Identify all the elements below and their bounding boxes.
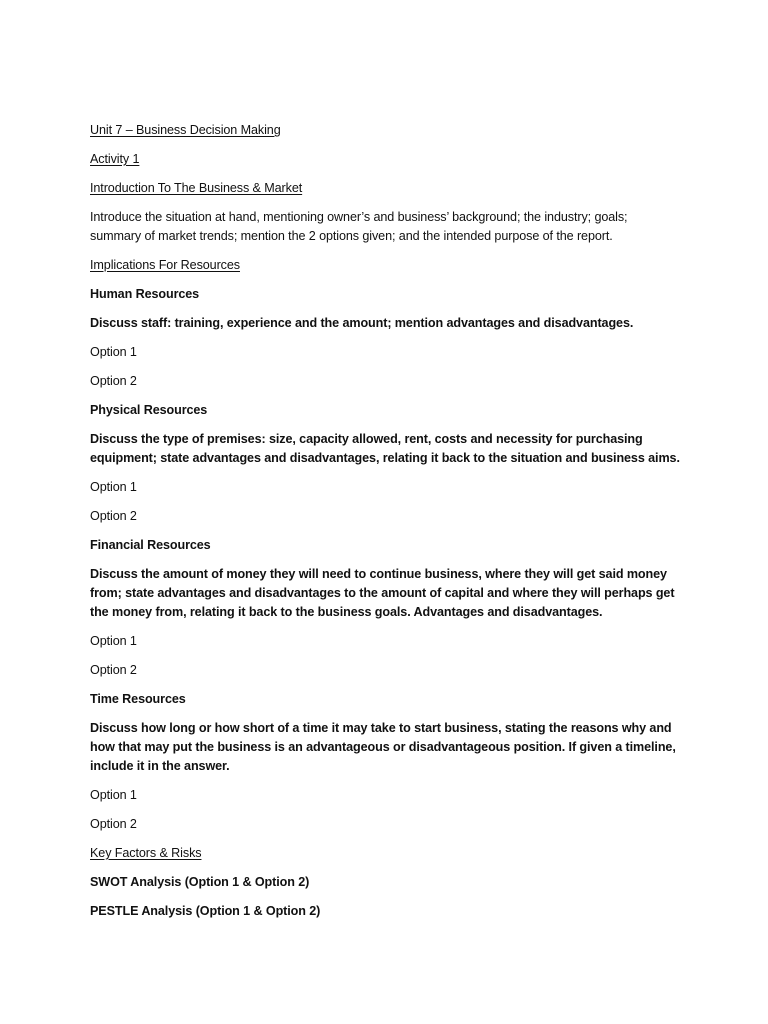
document-body bbox=[90, 121, 690, 931]
physical-resources-heading: Physical Resources bbox=[90, 403, 208, 417]
human-resources-discussion bbox=[90, 314, 690, 333]
unit-title: Unit 7 – Business Decision Making bbox=[90, 123, 281, 137]
financial-resources-discussion bbox=[90, 565, 690, 622]
intro-line-1: Introduce the situation at hand, mentioning owner’s and business’ background; the industry; goals; bbox=[90, 210, 628, 224]
time-resources-discussion bbox=[90, 719, 690, 776]
time-discussion-line-1: Discuss how long or how short of a time it may take to start business, stating the reasons why and bbox=[90, 721, 672, 735]
physical-discussion-line-1: Discuss the type of premises: size, capacity allowed, rent, costs and necessity for purchasing bbox=[90, 432, 643, 446]
human-resources-heading: Human Resources bbox=[90, 287, 200, 301]
financial-option-1: Option 1 bbox=[90, 634, 137, 648]
physical-option-2: Option 2 bbox=[90, 509, 137, 523]
time-discussion-line-3: include it in the answer. bbox=[90, 759, 230, 773]
intro-line-2: summary of market trends; mention the 2 options given; and the intended purpose of the report. bbox=[90, 229, 613, 243]
financial-discussion-line-1: Discuss the amount of money they will need to continue business, where they will get said money bbox=[90, 567, 667, 581]
time-option-2: Option 2 bbox=[90, 817, 137, 831]
physical-discussion-line-2: equipment; state advantages and disadvantages, relating it back to the situation and business aims. bbox=[90, 451, 680, 465]
human-option-1: Option 1 bbox=[90, 345, 137, 359]
time-option-1: Option 1 bbox=[90, 788, 137, 802]
financial-resources-heading: Financial Resources bbox=[90, 538, 211, 552]
financial-discussion-line-3: the money from, relating it back to the business goals. Advantages and disadvantages. bbox=[90, 605, 603, 619]
implications-heading: Implications For Resources bbox=[90, 258, 240, 272]
intro-paragraph bbox=[90, 208, 690, 246]
financial-discussion-line-2: from; state advantages and disadvantages to the amount of capital and where they will perhaps get bbox=[90, 586, 675, 600]
pestle-analysis: PESTLE Analysis (Option 1 & Option 2) bbox=[90, 904, 321, 918]
physical-option-1: Option 1 bbox=[90, 480, 137, 494]
intro-heading: Introduction To The Business & Market bbox=[90, 181, 303, 195]
key-factors-heading: Key Factors & Risks bbox=[90, 846, 202, 860]
human-discussion-line-1: Discuss staff: training, experience and the amount; mention advantages and disadvantages. bbox=[90, 316, 634, 330]
human-option-2: Option 2 bbox=[90, 374, 137, 388]
swot-analysis: SWOT Analysis (Option 1 & Option 2) bbox=[90, 875, 310, 889]
physical-resources-discussion bbox=[90, 430, 690, 468]
activity-heading: Activity 1 bbox=[90, 152, 140, 166]
time-resources-heading: Time Resources bbox=[90, 692, 186, 706]
time-discussion-line-2: how that may put the business is an advantageous or disadvantageous position. If given a timeline, bbox=[90, 740, 676, 754]
financial-option-2: Option 2 bbox=[90, 663, 137, 677]
